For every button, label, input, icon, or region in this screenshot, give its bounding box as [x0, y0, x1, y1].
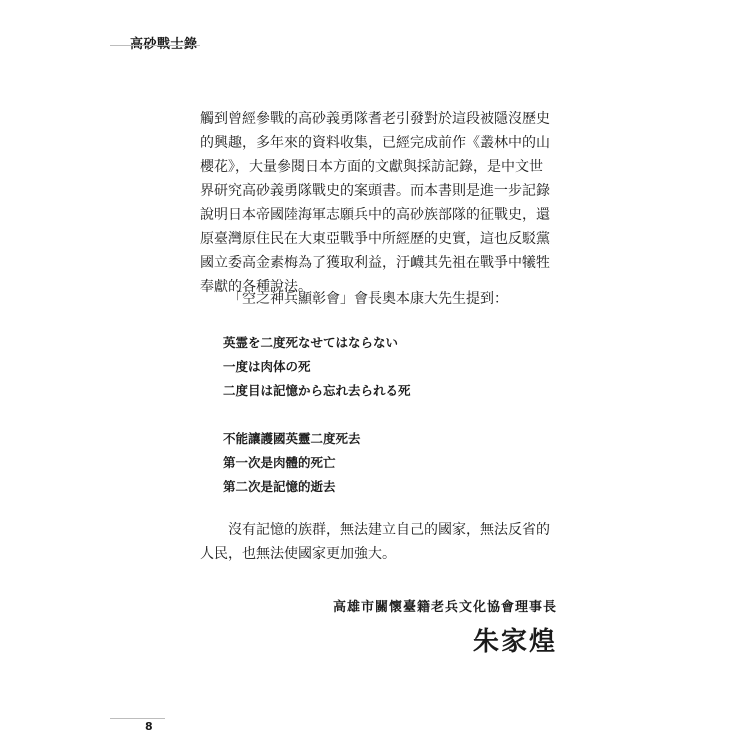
verse-japanese [223, 331, 411, 403]
signature-name: 朱家煌 [472, 627, 557, 657]
signature-title: 高雄市關懷臺籍老兵文化協會理事長 [332, 600, 557, 615]
body-paragraph-3: 沒有記憶的族群，無法建立自己的國家，無法反省的人民，也無法使國家更加強大。 [200, 522, 550, 562]
verse-line: 第一次是肉體的死亡 [223, 455, 336, 470]
footer-divider [110, 718, 165, 719]
body-paragraph-1: 觸到曾經參戰的高砂義勇隊耆老引發對於這段被隱沒歷史的興趣，多年來的資料收集，已經完成前作《叢林中的山櫻花》，大量參閱日本方面的文獻與採訪記錄，是中文世界研究高砂義勇隊戰史的案頭書。而本書則是進一步記錄說明日本帝國陸海軍志願兵中的高砂族部隊的征戰史，還原臺灣原住民在大東亞戰爭中所經歷的史實，這也反駁黨國立委高金素梅為了獲取利益，汙衊其先祖在戰爭中犧牲奉獻的各種說法。 [200, 111, 550, 295]
page-number: 8 [145, 720, 153, 733]
running-header-title: 高砂戰士錄 [130, 37, 198, 52]
verse-line: 不能讓護國英靈二度死去 [223, 431, 361, 446]
verse-line: 英霊を二度死なせてはならない [223, 335, 399, 350]
header-divider [110, 45, 200, 46]
body-paragraph-2: 「空之神兵顯彰會」會長奧本康大先生提到： [228, 291, 508, 307]
verse-line: 一度は肉体の死 [223, 359, 311, 374]
verse-line: 二度目は記憶から忘れ去られる死 [223, 383, 411, 398]
verse-chinese [223, 427, 361, 499]
verse-line: 第二次是記憶的逝去 [223, 479, 336, 494]
